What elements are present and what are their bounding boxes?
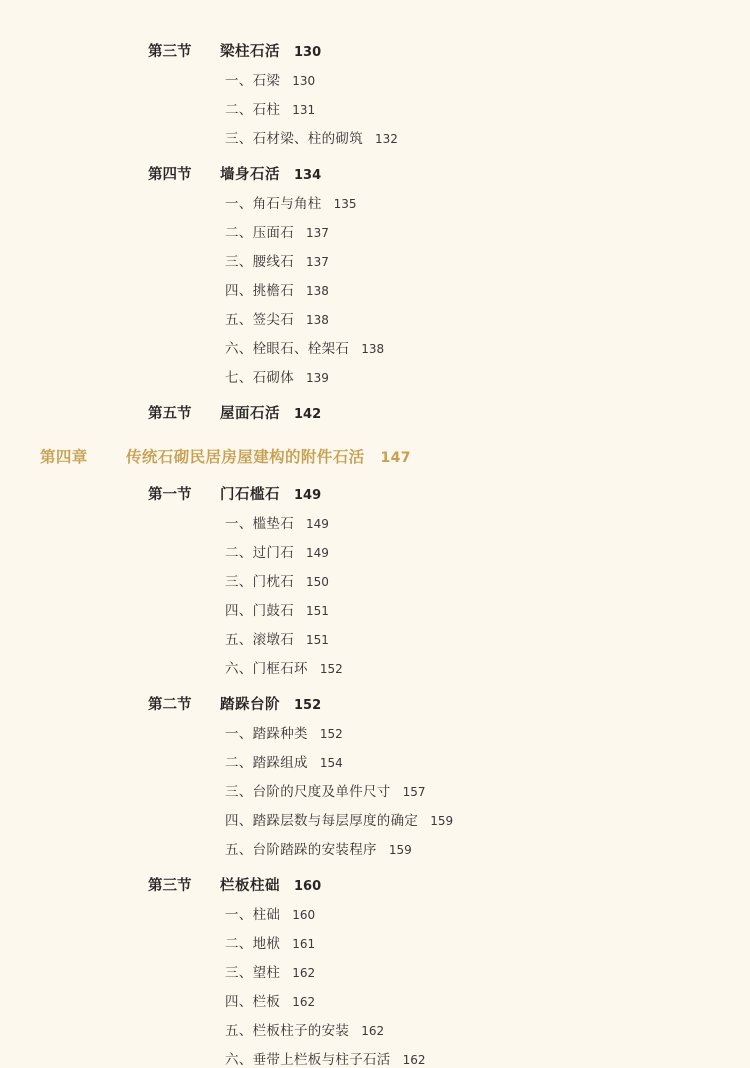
item-page-number: 137 — [306, 226, 329, 240]
toc-item-row[interactable] — [40, 599, 710, 619]
section-number: 第五节 — [148, 406, 192, 422]
section-page-number: 134 — [294, 168, 322, 183]
toc-item-row[interactable] — [40, 192, 710, 212]
section-number: 第三节 — [148, 44, 192, 60]
toc-section-row[interactable] — [40, 483, 710, 504]
toc-section-row[interactable] — [40, 874, 710, 895]
item-page-number: 151 — [306, 633, 329, 647]
item-page-number: 152 — [319, 662, 343, 676]
item-label: 六、门框石环 — [225, 661, 308, 677]
toc-item-row[interactable] — [40, 337, 710, 357]
item-label: 六、垂带上栏板与柱子石活 — [225, 1052, 391, 1068]
section-title: 门石槛石 — [220, 487, 280, 503]
toc-item-row[interactable] — [40, 903, 710, 923]
item-label: 四、踏跺层数与每层厚度的确定 — [225, 813, 419, 829]
toc-item-row[interactable] — [40, 722, 710, 742]
item-page-number: 151 — [306, 604, 329, 618]
section-number: 第一节 — [148, 487, 192, 503]
item-label: 一、角石与角柱 — [225, 196, 322, 212]
section-title: 栏板柱础 — [220, 878, 280, 894]
toc-item-row[interactable] — [40, 127, 710, 147]
section-page-number: 160 — [294, 879, 322, 894]
item-label: 六、栓眼石、栓架石 — [225, 341, 350, 357]
item-page-number: 162 — [361, 1024, 385, 1038]
toc-item-row[interactable] — [40, 657, 710, 677]
section-page-number: 149 — [294, 488, 322, 503]
toc-section-row[interactable] — [40, 163, 710, 184]
item-page-number: 135 — [333, 197, 357, 211]
toc-item-row[interactable] — [40, 990, 710, 1010]
section-title: 墙身石活 — [220, 167, 280, 183]
toc-item-row[interactable] — [40, 751, 710, 771]
item-page-number: 131 — [292, 103, 316, 117]
toc-item-row[interactable] — [40, 780, 710, 800]
section-page-number: 130 — [294, 45, 322, 60]
toc-section-row[interactable] — [40, 402, 710, 423]
toc-item-row[interactable] — [40, 1019, 710, 1039]
item-page-number: 159 — [388, 843, 412, 857]
item-label: 三、门枕石 — [225, 574, 294, 590]
item-label: 一、石梁 — [225, 73, 281, 89]
toc-item-row[interactable] — [40, 932, 710, 952]
item-page-number: 139 — [306, 371, 329, 385]
item-label: 二、石柱 — [225, 102, 281, 118]
chapter-number: 第四章 — [40, 448, 88, 466]
toc-item-row[interactable] — [40, 809, 710, 829]
item-label: 一、踏跺种类 — [225, 726, 308, 742]
item-page-number: 130 — [292, 74, 316, 88]
item-label: 五、台阶踏跺的安装程序 — [225, 842, 377, 858]
item-label: 五、栏板柱子的安装 — [225, 1023, 350, 1039]
item-label: 二、地栿 — [225, 936, 281, 952]
item-page-number: 162 — [292, 995, 316, 1009]
item-page-number: 150 — [306, 575, 329, 589]
item-page-number: 159 — [430, 814, 454, 828]
toc-item-row[interactable] — [40, 98, 710, 118]
item-label: 二、过门石 — [225, 545, 294, 561]
item-page-number: 162 — [292, 966, 316, 980]
item-page-number: 157 — [402, 785, 426, 799]
toc-item-row[interactable] — [40, 221, 710, 241]
toc-item-row[interactable] — [40, 366, 710, 386]
toc-item-row[interactable] — [40, 279, 710, 299]
toc-item-row[interactable] — [40, 570, 710, 590]
item-label: 二、压面石 — [225, 225, 294, 241]
item-page-number: 152 — [319, 727, 343, 741]
item-page-number: 137 — [306, 255, 329, 269]
item-page-number: 138 — [306, 284, 329, 298]
section-page-number: 142 — [294, 407, 322, 422]
toc-item-row[interactable] — [40, 250, 710, 270]
item-label: 五、滚墩石 — [225, 632, 294, 648]
item-label: 一、柱础 — [225, 907, 281, 923]
section-number: 第三节 — [148, 878, 192, 894]
toc-item-row[interactable] — [40, 69, 710, 89]
toc-chapter-row[interactable] — [40, 445, 710, 467]
toc-section-row[interactable] — [40, 40, 710, 61]
item-page-number: 160 — [292, 908, 316, 922]
chapter-title: 传统石砌民居房屋建构的附件石活 — [126, 448, 365, 466]
section-title: 梁柱石活 — [220, 44, 280, 60]
item-label: 四、挑檐石 — [225, 283, 294, 299]
item-label: 四、栏板 — [225, 994, 281, 1010]
toc-item-row[interactable] — [40, 541, 710, 561]
section-page-number: 152 — [294, 698, 322, 713]
item-label: 三、石材梁、柱的砌筑 — [225, 131, 363, 147]
item-page-number: 154 — [319, 756, 343, 770]
item-page-number: 138 — [361, 342, 385, 356]
item-page-number: 162 — [402, 1053, 426, 1067]
item-label: 七、石砌体 — [225, 370, 294, 386]
section-title: 踏跺台阶 — [220, 697, 280, 713]
item-label: 四、门鼓石 — [225, 603, 294, 619]
item-label: 一、槛垫石 — [225, 516, 294, 532]
toc-item-row[interactable] — [40, 512, 710, 532]
item-label: 三、腰线石 — [225, 254, 294, 270]
toc-item-row[interactable] — [40, 838, 710, 858]
section-number: 第二节 — [148, 697, 192, 713]
item-page-number: 132 — [375, 132, 398, 146]
toc-section-row[interactable] — [40, 693, 710, 714]
item-page-number: 138 — [306, 313, 329, 327]
section-number: 第四节 — [148, 167, 192, 183]
toc-list — [40, 40, 710, 1068]
item-label: 二、踏跺组成 — [225, 755, 308, 771]
toc-item-row[interactable] — [40, 628, 710, 648]
item-page-number: 149 — [306, 517, 329, 531]
toc-item-row[interactable] — [40, 961, 710, 981]
item-page-number: 161 — [292, 937, 316, 951]
chapter-page-number: 147 — [380, 450, 411, 466]
item-label: 五、签尖石 — [225, 312, 294, 328]
section-title: 屋面石活 — [220, 406, 280, 422]
toc-item-row[interactable] — [40, 1048, 710, 1068]
item-page-number: 149 — [306, 546, 329, 560]
toc-item-row[interactable] — [40, 308, 710, 328]
item-label: 三、望柱 — [225, 965, 281, 981]
item-label: 三、台阶的尺度及单件尺寸 — [225, 784, 391, 800]
